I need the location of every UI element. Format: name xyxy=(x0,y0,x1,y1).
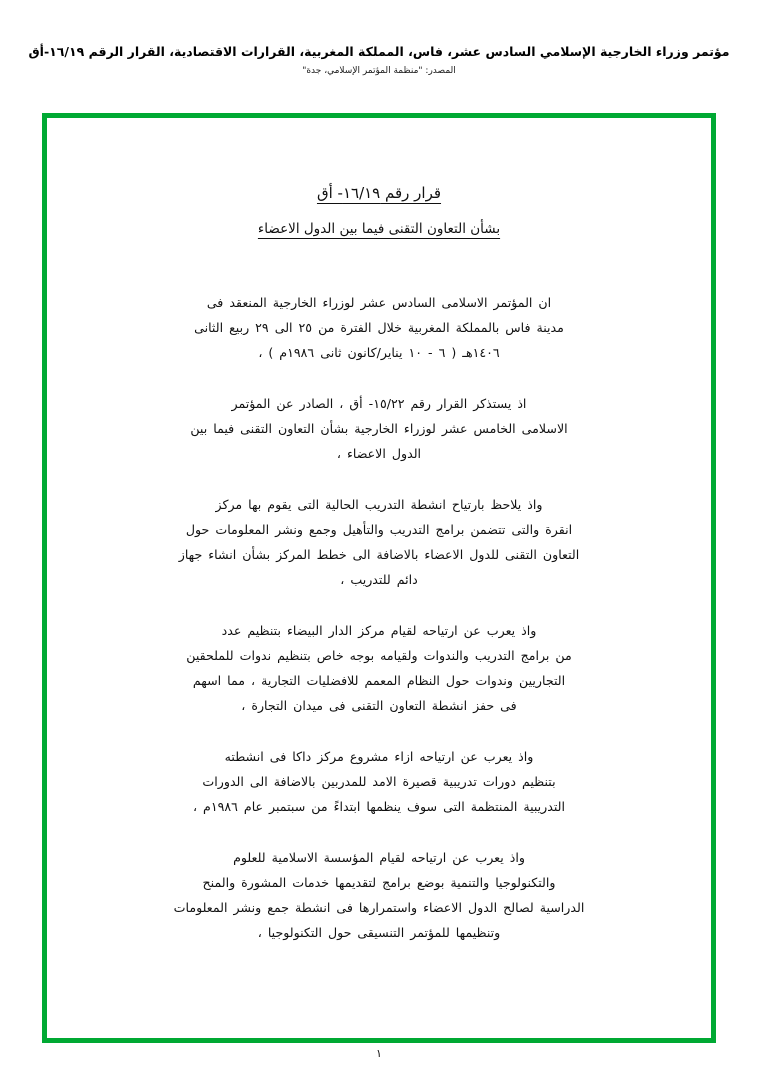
paragraph-3-line-2: انقرة والتى تتضمن برامج التدريب والتأهيل وجمع ونشر المعلومات حول xyxy=(185,522,573,537)
paragraph-6-line-2: والتكنولوجيا والتنمية بوضع برامج لتقديمها خدمات المشورة والمنح xyxy=(202,875,556,890)
paragraph-4-line-1: واذ يعرب عن ارتياحه لقيام مركز الدار البيضاء بتنظيم عدد xyxy=(221,623,537,638)
paragraph-3 xyxy=(99,492,659,592)
paragraph-4-line-3: التجاريين وندوات حول النظام المعمم للافضليات التجارية ، مما اسهم xyxy=(192,673,566,688)
paragraph-3-line-4: دائم للتدريب ، xyxy=(340,572,418,587)
title-block xyxy=(99,184,659,238)
paragraph-2-line-2: الاسلامى الخامس عشر لوزراء الخارجية بشأن التعاون التقنى فيما بين xyxy=(190,421,568,436)
paragraph-2-line-1: اذ يستذكر القرار رقم ١٥/٢٢- أق ، الصادر عن المؤتمر xyxy=(231,396,527,411)
document-header xyxy=(0,44,758,76)
paragraph-2 xyxy=(99,391,659,466)
paragraph-4 xyxy=(99,618,659,718)
paragraph-1 xyxy=(99,290,659,365)
paragraph-6 xyxy=(99,845,659,945)
paragraph-1-line-2: مدينة فاس بالمملكة المغربية خلال الفترة من ٢٥ الى ٢٩ ربيع الثانى xyxy=(194,320,564,335)
paragraph-6-line-3: الدراسية لصالح الدول الاعضاء واستمرارها فى انشطة جمع ونشر المعلومات xyxy=(173,900,585,915)
paragraph-4-line-4: فى حفز انشطة التعاون التقنى فى ميدان التجارة ، xyxy=(241,698,517,713)
document-body xyxy=(47,118,711,1038)
paragraph-5-line-2: بتنظيم دورات تدريبية قصيرة الامد للمدربين بالاضافة الى الدورات xyxy=(202,774,556,789)
paragraph-5-line-1: واذ يعرب عن ارتياحه ازاء مشروع مركز داكا فى انشطته xyxy=(224,749,534,764)
resolution-subtitle: بشأن التعاون التقنى فيما بين الدول الاعضاء xyxy=(257,221,501,237)
paragraph-5-line-3: التدريبية المنتظمة التى سوف ينظمها ابتداءً من سبتمبر عام ١٩٨٦م ، xyxy=(192,799,566,814)
paragraph-4-line-2: من برامج التدريب والندوات ولقيامه بوجه خاص بتنظيم ندوات للملحقين xyxy=(186,648,572,663)
green-frame xyxy=(42,113,716,1043)
header-title: مؤتمر وزراء الخارجية الإسلامي السادس عشر، فاس، المملكة المغربية، القرارات الاقتصادية، القرار الرقم ١٦/١٩-أق xyxy=(28,44,730,59)
paragraph-5 xyxy=(99,744,659,819)
paragraph-6-line-1: واذ يعرب عن ارتياحه لقيام المؤسسة الاسلامية للعلوم xyxy=(233,850,525,865)
page-number: ١ xyxy=(376,1047,382,1060)
paragraph-1-line-3: ١٤٠٦هـ ( ٦ - ١٠ يناير/كانون ثانى ١٩٨٦م ) ، xyxy=(258,345,500,360)
header-source: المصدر: "منظمة المؤتمر الإسلامي، جدة" xyxy=(302,66,456,76)
paragraph-6-line-4: وتنظيمها للمؤتمر التنسيقى حول التكنولوجيا ، xyxy=(257,925,501,940)
paragraph-list xyxy=(99,290,659,945)
paragraph-3-line-3: التعاون التقنى للدول الاعضاء بالاضافة الى خطط المركز بشأن انشاء جهاز xyxy=(178,547,580,562)
resolution-title: قرار رقم ١٦/١٩- أق xyxy=(316,184,442,202)
paragraph-3-line-1: واذ يلاحظ بارتياح انشطة التدريب الحالية التى يقوم بها مركز xyxy=(215,497,543,512)
paragraph-1-line-1: ان المؤتمر الاسلامى السادس عشر لوزراء الخارجية المنعقد فى xyxy=(206,295,552,310)
paragraph-2-line-3: الدول الاعضاء ، xyxy=(336,446,422,461)
